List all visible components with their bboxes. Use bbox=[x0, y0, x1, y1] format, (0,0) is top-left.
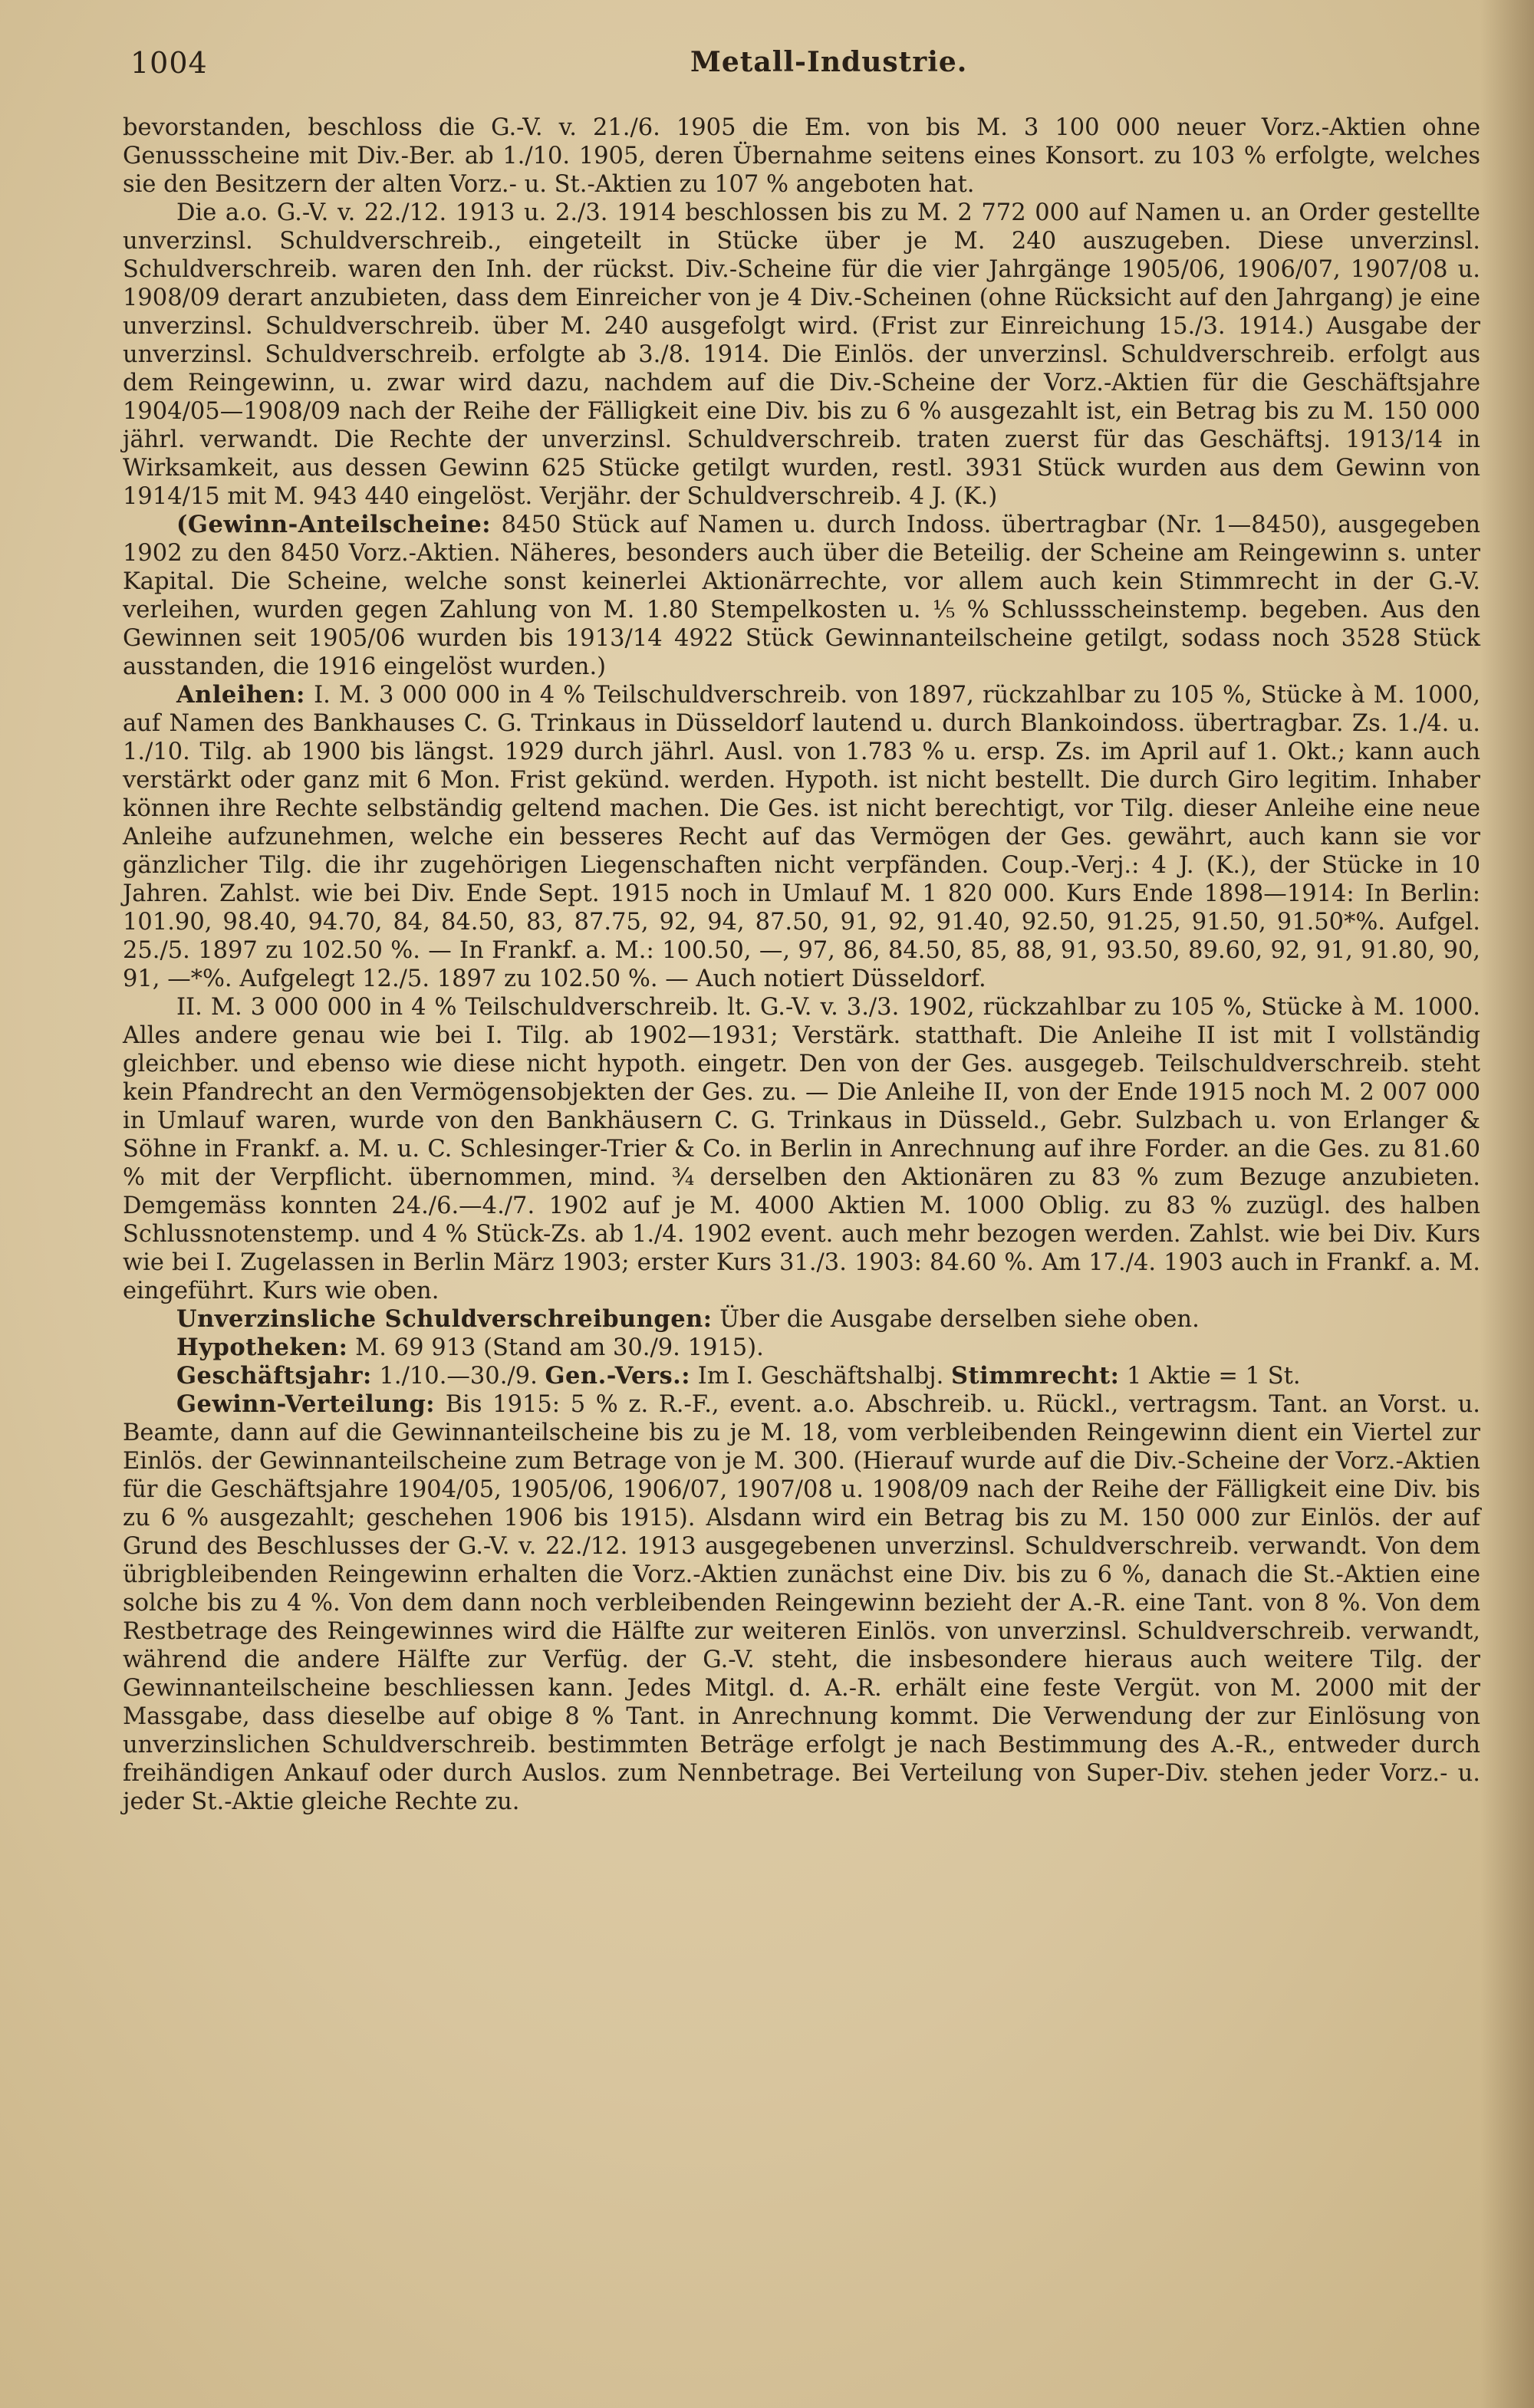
article-body bbox=[123, 113, 1480, 1816]
paragraph-text: bevorstanden, beschloss die G.-V. v. 21./6. 1905 die Em. von bis M. 3 100 000 neuer Vorz.-Aktien ohne Genussscheine mit Div.-Ber. ab 1./10. 1905, deren Übernahme seitens eines Konsort. zu 103 % erfolgte, welches sie den Besitzern der alten Vorz.- u. St.-Aktien zu 107 % angeboten hat. bbox=[123, 114, 1480, 198]
section-label: Geschäftsjahr: bbox=[176, 1362, 372, 1390]
section-label: Unverzinsliche Schuldverschreibungen: bbox=[176, 1305, 713, 1333]
paragraph-unverzinsl-schuldverschreib bbox=[123, 199, 1480, 511]
paragraph-text: I. M. 3 000 000 in 4 % Teilschuldverschreib. von 1897, rückzahlbar zu 105 %, Stücke à M. 1000, auf Namen des Bankhauses C. G. Trinkaus in Düsseldorf lautend u. durch Blankoindoss. übertragbar. Zs. 1./4. u. 1./10. Tilg. ab 1900 bis längst. 1929 durch jährl. Ausl. von 1.783 % u. ersp. Zs. im April auf 1. Okt.; kann auch verstärkt oder ganz mit 6 Mon. Frist gekünd. werden. Hypoth. ist nicht bestellt. Die durch Giro legitim. Inhaber können ihre Rechte selbständig geltend machen. Die Ges. ist nicht berechtigt, vor Tilg. dieser Anleihe eine neue Anleihe aufzunehmen, welche ein besseres Recht auf das Vermögen der Ges. gewährt, auch kann sie vor gänzlicher Tilg. die ihr zugehörigen Liegenschaften nicht verpfänden. Coup.-Verj.: 4 J. (K.), der Stücke in 10 Jahren. Zahlst. wie bei Div. Ende Sept. 1915 noch in Umlauf M. 1 820 000. Kurs Ende 1898—1914: In Berlin: 101.90, 98.40, 94.70, 84, 84.50, 83, 87.75, 92, 94, 87.50, 91, 92, 91.40, 92.50, 91.25, 91.50, 91.50*%. Aufgel. 25./5. 1897 zu 102.50 %. — In Frankf. a. M.: 100.50, —, 97, 86, 84.50, 85, 88, 91, 93.50, 89.60, 92, 91, 91.80, 90, 91, —*%. Aufgelegt 12./5. 1897 zu 102.50 %. — Auch notiert Düsseldorf. bbox=[123, 682, 1481, 992]
paragraph-text: II. M. 3 000 000 in 4 % Teilschuldverschreib. lt. G.-V. v. 3./3. 1902, rückzahlbar zu 105 %, Stücke à M. 1000. Alles andere genau wie bei I. Tilg. ab 1902—1931; Verstärk. statthaft. Die Anleihe II ist mit I vollständig gleichber. und ebenso wie diese nicht hypoth. eingetr. Den von der Ges. ausgegeb. Teilschuldverschreib. steht kein Pfandrecht an den Vermögensobjekten der Ges. zu. — Die Anleihe II, von der Ende 1915 noch M. 2 007 000 in Umlauf waren, wurde von den Bankhäusern C. G. Trinkaus in Düsseld., Gebr. Sulzbach u. von Erlanger & Söhne in Frankf. a. M. u. C. Schlesinger-Trier & Co. in Berlin in Anrechnung auf ihre Forder. an die Ges. zu 81.60 % mit der Verpflicht. übernommen, mind. ¾ derselben den Aktionären zu 83 % zum Bezuge anzubieten. Demgemäss konnten 24./6.—4./7. 1902 auf je M. 4000 Aktien M. 1000 Oblig. zu 83 % zuzügl. des halben Schlussnotenstemp. und 4 % Stück-Zs. ab 1./4. 1902 event. auch mehr bezogen werden. Zahlst. wie bei Div. Kurs wie bei I. Zugelassen in Berlin März 1903; erster Kurs 31./3. 1903: 84.60 %. Am 17./4. 1903 auch in Frankf. a. M. eingeführt. Kurs wie oben. bbox=[123, 994, 1480, 1304]
section-label: Anleihen: bbox=[176, 681, 305, 709]
paragraph-anleihen-i bbox=[123, 681, 1480, 993]
section-label: Gewinn-Verteilung: bbox=[176, 1390, 436, 1418]
paragraph-gewinn-verteilung bbox=[123, 1390, 1480, 1816]
paragraph-text: 1./10.—30./9. bbox=[379, 1363, 538, 1390]
section-label: Gen.-Vers.: bbox=[545, 1362, 691, 1390]
paragraph-text: Bis 1915: 5 % z. R.-F., event. a.o. Abschreib. u. Rückl., vertragsm. Tant. an Vorst. u. Beamte, dann auf die Gewinnanteilscheine bis zu je M. 18, vom verbleibenden Reingewinn dient ein Viertel zur Einlös. der Gewinnanteilscheine zum Betrage von je M. 300. (Hierauf wurde auf die Div.-Scheine der Vorz.-Aktien für die Geschäftsjahre 1904/05, 1905/06, 1906/07, 1907/08 u. 1908/09 nach der Reihe der Fälligkeit eine Div. bis zu 6 % ausgezahlt; geschehen 1906 bis 1915). Alsdann wird ein Betrag bis zu M. 150 000 zur Einlös. der auf Grund des Beschlusses der G.-V. v. 22./12. 1913 ausgegebenen unverzinsl. Schuldverschreib. verwandt. Von dem übrigbleibenden Reingewinn erhalten die Vorz.-Aktien zunächst eine Div. bis zu 6 %, danach die St.-Aktien eine solche bis zu 4 %. Von dem dann noch verbleibenden Reingewinn bezieht der A.-R. eine Tant. von 8 %. Von dem Restbetrage des Reingewinnes wird die Hälfte zur weiteren Einlös. von unverzinsl. Schuldverschreib. verwandt, während die andere Hälfte zur Verfüg. der G.-V. steht, die insbesondere hieraus auch weitere Tilg. der Gewinnanteilscheine beschliessen kann. Jedes Mitgl. d. A.-R. erhält eine feste Vergüt. von M. 2000 mit der Massgabe, dass dieselbe auf obige 8 % Tant. in Anrechnung kommt. Die Verwendung der zur Einlösung von unverzinslichen Schuldverschreib. bestimmten Beträge erfolgt je nach Bestimmung des A.-R., entweder durch freihändigen Ankauf oder durch Auslos. zum Nennbetrage. Bei Verteilung von Super-Div. stehen jeder Vorz.- u. jeder St.-Aktie gleiche Rechte zu. bbox=[123, 1391, 1480, 1815]
running-title: Metall-Industrie. bbox=[690, 46, 968, 78]
paragraph-vorz-aktien bbox=[123, 113, 1480, 199]
paragraph-hypotheken bbox=[123, 1334, 1480, 1362]
page-number: 1004 bbox=[130, 46, 208, 80]
section-label: Stimmrecht: bbox=[951, 1362, 1120, 1390]
paragraph-text: 1 Aktie = 1 St. bbox=[1127, 1363, 1301, 1390]
paragraph-geschaeftsjahr bbox=[123, 1362, 1480, 1390]
paragraph-text: Über die Ausgabe derselben siehe oben. bbox=[719, 1306, 1200, 1333]
paragraph-unverzinsliche bbox=[123, 1305, 1480, 1334]
page-header bbox=[123, 46, 1480, 92]
paragraph-text: Im I. Geschäftshalbj. bbox=[697, 1363, 944, 1390]
paragraph-text: M. 69 913 (Stand am 30./9. 1915). bbox=[355, 1334, 764, 1361]
paragraph-anleihen-ii bbox=[123, 993, 1480, 1305]
binding-shadow bbox=[1480, 0, 1534, 2408]
paragraph-text: 8450 Stück auf Namen u. durch Indoss. übertragbar (Nr. 1—8450), ausgegeben 1902 zu den 8450 Vorz.-Aktien. Näheres, besonders auch über die Beteilig. der Scheine am Reingewinn s. unter Kapital. Die Scheine, welche sonst keinerlei Aktionärrechte, vor allem auch kein Stimmrecht in der G.-V. verleihen, wurden gegen Zahlung von M. 1.80 Stempelkosten u. ⅕ % Schlussscheinstemp. begeben. Aus den Gewinnen seit 1905/06 wurden bis 1913/14 4922 Stück Gewinnanteilscheine getilgt, sodass noch 3528 Stück ausstanden, die 1916 eingelöst wurden.) bbox=[123, 512, 1480, 680]
section-label: (Gewinn-Anteilscheine: bbox=[176, 511, 491, 538]
paragraph-gewinn-anteilscheine bbox=[123, 511, 1480, 681]
section-label: Hypotheken: bbox=[176, 1334, 348, 1361]
paragraph-text: Die a.o. G.-V. v. 22./12. 1913 u. 2./3. 1914 beschlossen bis zu M. 2 772 000 auf Namen u. an Order gestellte unverzinsl. Schuldverschreib., eingeteilt in Stücke über je M. 240 auszugeben. Diese unverzinsl. Schuldverschreib. waren den Inh. der rückst. Div.-Scheine für die vier Jahrgänge 1905/06, 1906/07, 1907/08 u. 1908/09 derart anzubieten, dass dem Einreicher von je 4 Div.-Scheinen (ohne Rücksicht auf den Jahrgang) je eine unverzinsl. Schuldverschreib. über M. 240 ausgefolgt wird. (Frist zur Einreichung 15./3. 1914.) Ausgabe der unverzinsl. Schuldverschreib. erfolgte ab 3./8. 1914. Die Einlös. der unverzinsl. Schuldverschreib. erfolgt aus dem Reingewinn, u. zwar wird dazu, nachdem auf die Div.-Scheine der Vorz.-Aktien für die Geschäftsjahre 1904/05—1908/09 nach der Reihe der Fälligkeit eine Div. bis zu 6 % ausgezahlt ist, ein Betrag bis zu M. 150 000 jährl. verwandt. Die Rechte der unverzinsl. Schuldverschreib. traten zuerst für das Geschäftsj. 1913/14 in Wirksamkeit, aus dessen Gewinn 625 Stücke getilgt wurden, restl. 3931 Stück wurden aus dem Gewinn von 1914/15 mit M. 943 440 eingelöst. Verjähr. der Schuldverschreib. 4 J. (K.) bbox=[123, 199, 1480, 510]
